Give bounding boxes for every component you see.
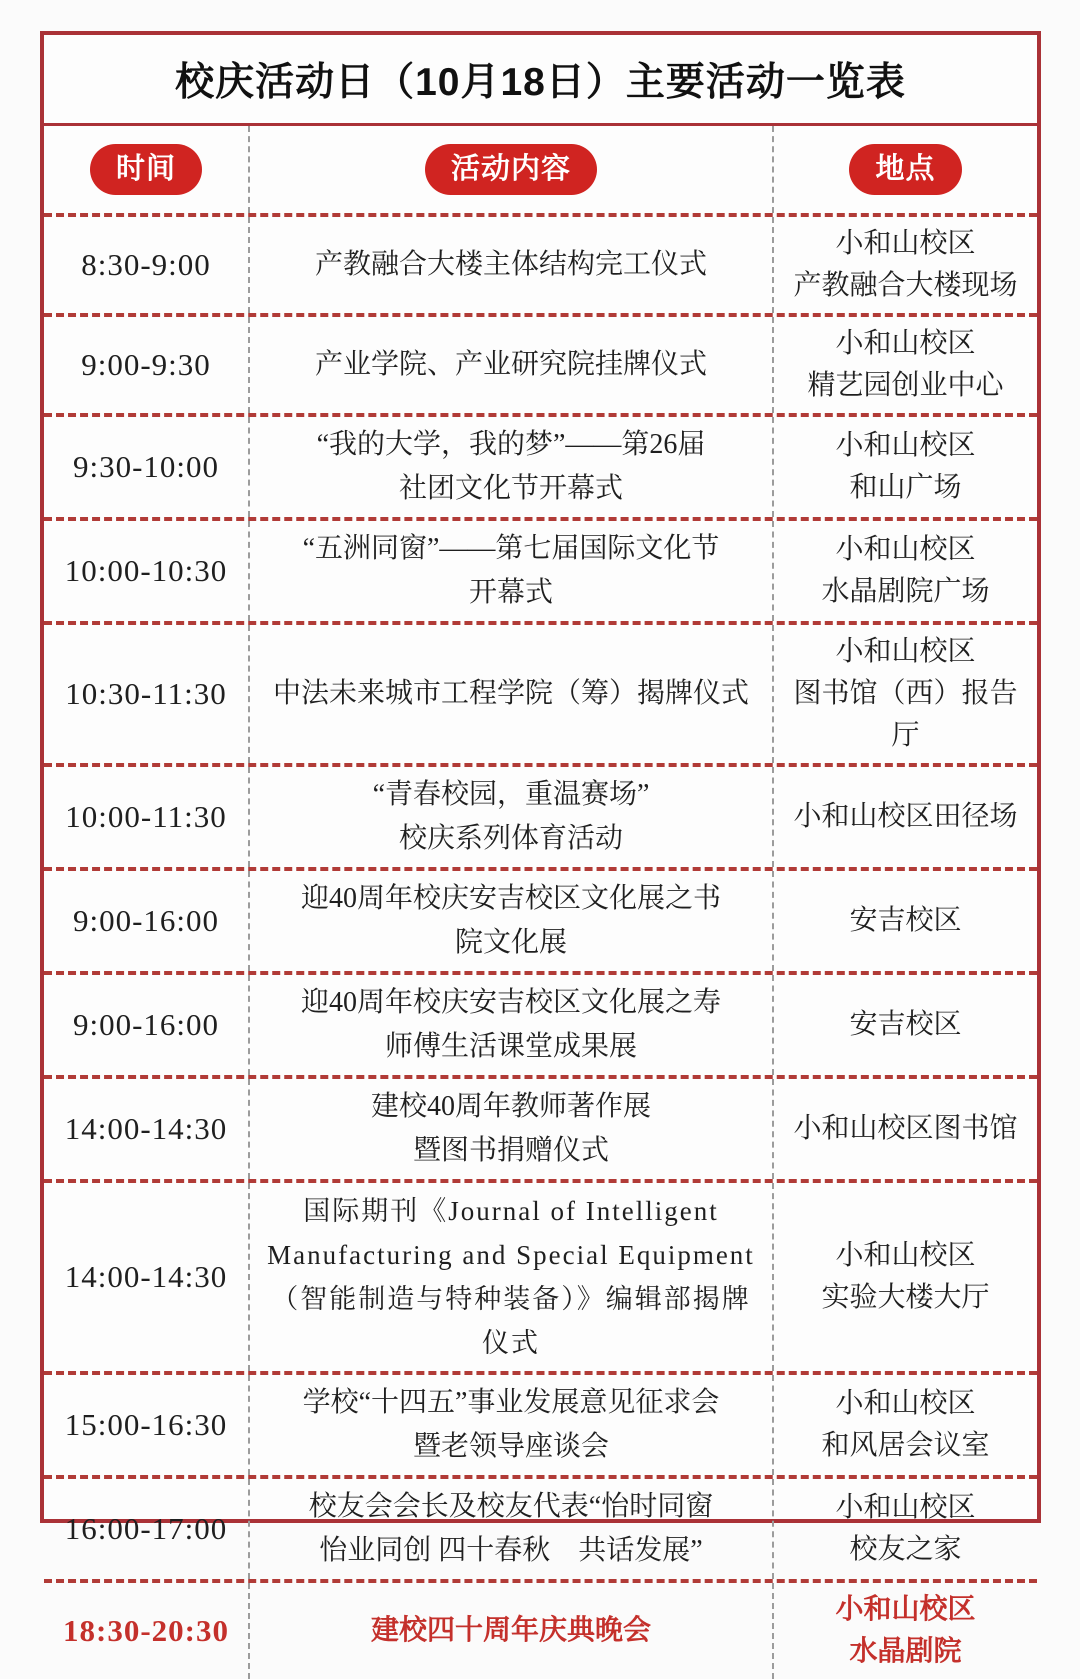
activity-text-line: 开幕式 (468, 577, 553, 608)
table-row (44, 1179, 1037, 1371)
location-cell (772, 1583, 1037, 1679)
table-title-bar (44, 35, 1037, 126)
time-value: 9:00-9:30 (81, 347, 211, 382)
location-cell (772, 871, 1037, 971)
location-text-line: 小和山校区 (835, 228, 976, 259)
table-row (44, 517, 1037, 621)
activity-cell (248, 521, 772, 621)
activity-text-line: 中法未来城市工程学院（筹）揭牌仪式 (272, 678, 749, 709)
location-text-line: 产教融合大楼现场 (793, 270, 1018, 301)
activity-text-line: “青春校园，重温赛场” (372, 779, 650, 810)
time-cell (44, 1183, 248, 1371)
location-text-line: 小和山校区 (835, 430, 976, 461)
activity-text-line: 建校40周年教师著作展 (370, 1091, 651, 1122)
location-text-line: 小和山校区 (835, 1492, 976, 1523)
time-value: 15:00-16:30 (64, 1407, 228, 1442)
time-value: 14:00-14:30 (64, 1111, 228, 1146)
location-text-line: 小和山校区 (835, 328, 976, 359)
activity-text-line: 产教融合大楼主体结构完工仪式 (314, 249, 707, 280)
time-value: 9:00-16:00 (72, 1007, 220, 1042)
header-cell-time (44, 126, 248, 213)
location-text-line: 小和山校区田径场 (793, 801, 1018, 832)
location-cell (772, 521, 1037, 621)
location-text-line: 小和山校区 (835, 1388, 976, 1419)
location-text-line: 实验大楼大厅 (821, 1282, 990, 1313)
time-cell (44, 1479, 248, 1579)
activity-cell (248, 1479, 772, 1579)
location-text-line: 安吉校区 (849, 905, 962, 936)
location-text-line: 水晶剧院广场 (821, 576, 990, 607)
time-value: 10:00-10:30 (64, 553, 228, 588)
table-row (44, 213, 1037, 313)
activity-cell (248, 1183, 772, 1371)
table-row (44, 621, 1037, 763)
time-cell (44, 417, 248, 517)
activity-cell (248, 217, 772, 313)
location-column-badge: 地点 (849, 144, 961, 195)
location-text-line: 图书馆（西）报告厅 (793, 678, 1018, 751)
location-text-line: 小和山校区 (835, 534, 976, 565)
header-cell-content (248, 126, 772, 213)
location-text-line: 校友之家 (849, 1534, 962, 1565)
activity-text-line: 产业学院、产业研究院挂牌仪式 (314, 349, 707, 380)
table-row (44, 971, 1037, 1075)
activity-text-line: 暨图书捐赠仪式 (412, 1135, 609, 1166)
activity-text-line: 暨老领导座谈会 (412, 1431, 609, 1462)
location-cell (772, 1375, 1037, 1475)
activity-cell (248, 975, 772, 1075)
time-value: 9:30-10:00 (72, 449, 220, 484)
activity-text-line: 怡业同创 四十春秋 共话发展” (319, 1535, 703, 1566)
location-text-line: 小和山校区 (835, 636, 976, 667)
table-row (44, 763, 1037, 867)
time-cell (44, 217, 248, 313)
location-cell (772, 767, 1037, 867)
activity-cell (248, 1375, 772, 1475)
time-value: 10:00-11:30 (65, 799, 227, 834)
location-cell (772, 217, 1037, 313)
location-text-line: 小和山校区 (835, 1240, 976, 1271)
location-text-line: 小和山校区 (835, 1594, 976, 1625)
table-row (44, 1579, 1037, 1679)
activity-cell (248, 871, 772, 971)
location-text-line: 和山广场 (849, 472, 962, 503)
table-body (44, 213, 1037, 1679)
activity-text-line: “五洲同窗”——第七届国际文化节 (302, 533, 720, 564)
location-cell (772, 1079, 1037, 1179)
table-row (44, 413, 1037, 517)
table-row (44, 1371, 1037, 1475)
time-cell (44, 317, 248, 413)
location-cell (772, 1479, 1037, 1579)
table-row (44, 1075, 1037, 1179)
time-cell (44, 767, 248, 867)
activity-cell (248, 417, 772, 517)
activity-cell (248, 625, 772, 763)
time-column-badge: 时间 (90, 144, 202, 195)
time-value: 14:00-14:30 (64, 1259, 228, 1294)
page-title: 校庆活动日（10月18日）主要活动一览表 (175, 61, 906, 104)
activity-text-line: 迎40周年校庆安吉校区文化展之书 (300, 883, 721, 914)
time-value: 9:00-16:00 (72, 903, 220, 938)
activity-text-line: 学校“十四五”事业发展意见征求会 (302, 1387, 720, 1418)
time-cell (44, 1079, 248, 1179)
time-cell (44, 975, 248, 1075)
table-row (44, 1475, 1037, 1579)
time-cell (44, 871, 248, 971)
schedule-table (40, 31, 1041, 1667)
activity-text-line: 社团文化节开幕式 (398, 473, 623, 504)
time-value: 16:00-17:00 (64, 1511, 228, 1546)
location-text-line: 水晶剧院 (849, 1636, 962, 1667)
activity-text-line: 校庆系列体育活动 (398, 823, 623, 854)
location-cell (772, 317, 1037, 413)
activity-text-line: 国际期刊《Journal of Intelligent (303, 1196, 719, 1226)
time-cell (44, 521, 248, 621)
activity-text-line: Manufacturing and Special Equipment (267, 1240, 755, 1270)
time-value: 18:30-20:30 (63, 1613, 229, 1648)
activity-text-line: 建校四十周年庆典晚会 (370, 1615, 651, 1646)
activity-cell (248, 1583, 772, 1679)
header-cell-location (772, 126, 1037, 213)
activity-text-line: “我的大学，我的梦”——第26届 (316, 429, 706, 460)
time-value: 10:30-11:30 (65, 676, 227, 711)
activity-text-line: （智能制造与特种装备）》编辑部揭牌仪式 (271, 1284, 751, 1358)
activity-text-line: 师傅生活课堂成果展 (384, 1031, 637, 1062)
location-text-line: 精艺园创业中心 (807, 370, 1004, 401)
time-cell (44, 1375, 248, 1475)
time-cell (44, 1583, 248, 1679)
activity-text-line: 校友会会长及校友代表“怡时同窗 (308, 1491, 714, 1522)
location-cell (772, 417, 1037, 517)
activity-text-line: 院文化展 (454, 927, 567, 958)
table-row (44, 867, 1037, 971)
time-value: 8:30-9:00 (81, 247, 211, 282)
location-cell (772, 1183, 1037, 1371)
location-cell (772, 975, 1037, 1075)
activity-cell (248, 1079, 772, 1179)
table-header-row (44, 126, 1037, 213)
table-row (44, 313, 1037, 413)
location-text-line: 和风居会议室 (821, 1430, 990, 1461)
location-text-line: 安吉校区 (849, 1009, 962, 1040)
activity-cell (248, 767, 772, 867)
location-cell (772, 625, 1037, 763)
activity-text-line: 迎40周年校庆安吉校区文化展之寿 (300, 987, 721, 1018)
activity-cell (248, 317, 772, 413)
content-column-badge: 活动内容 (425, 144, 597, 195)
location-text-line: 小和山校区图书馆 (793, 1113, 1018, 1144)
time-cell (44, 625, 248, 763)
